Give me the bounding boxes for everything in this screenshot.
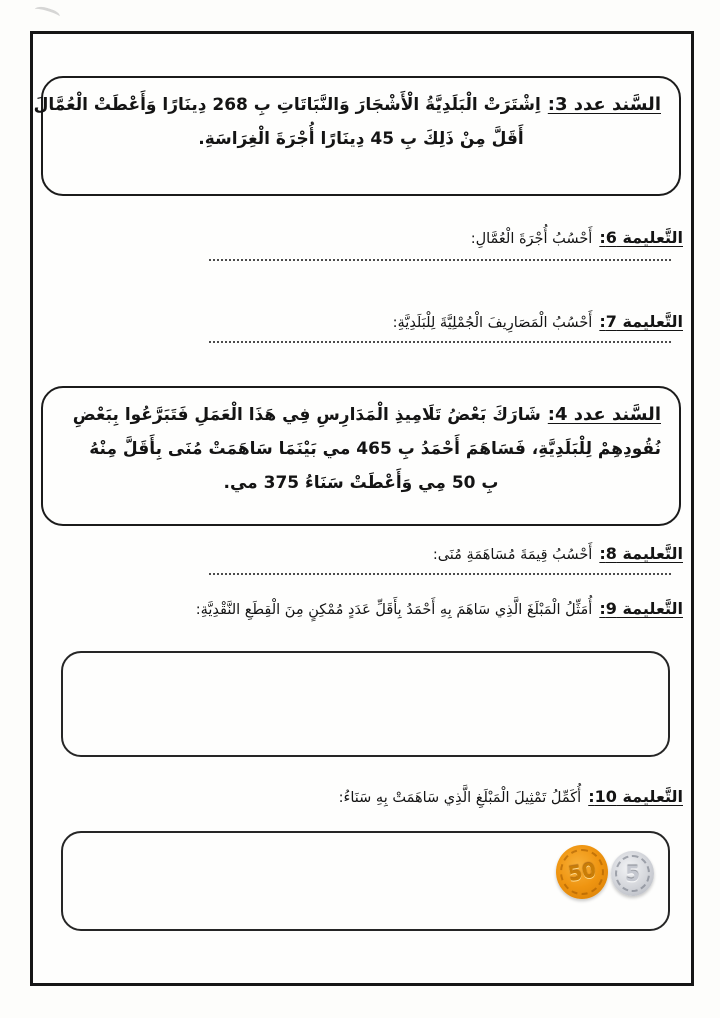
answer-line-instruction-7[interactable]: [209, 341, 671, 343]
sanad-4-label: السَّند عدد 4:: [547, 404, 661, 425]
instruction-7-label: التَّعليمة 7:: [599, 312, 683, 331]
sanad-3-label: السَّند عدد 3:: [547, 94, 661, 115]
instruction-9: [196, 595, 683, 624]
instruction-9-label: التَّعليمة 9:: [599, 599, 683, 618]
scan-artifact: [33, 4, 61, 22]
instruction-10-text: أُكَمِّلُ تَمْثِيلَ الْمَبْلَغِ الَّذِي سَاهَمَتْ بِهِ سَنَاءُ:: [338, 790, 582, 806]
page-border-frame: [30, 31, 694, 986]
coin-5-value: 5: [625, 861, 640, 886]
coin-5-millimes-icon: [611, 851, 654, 896]
answer-box-instruction-10[interactable]: [61, 831, 670, 931]
instruction-8: [433, 540, 683, 569]
answer-line-instruction-6[interactable]: [209, 259, 671, 261]
instruction-10: [339, 783, 683, 812]
coin-50-millimes-icon: [556, 845, 608, 899]
sanad-3-box: [33, 76, 681, 196]
instruction-8-text: أَحْسُبُ قِيمَةَ مُسَاهَمَةِ مُنَى:: [432, 547, 593, 563]
instruction-6-text: أَحْسُبُ أُجْرَةَ الْعُمَّالِ:: [470, 231, 593, 247]
instruction-9-text: أُمَثِّلُ الْمَبْلَغَ الَّذِي سَاهَمَ بِهِ أَحْمَدُ بِأَقَلِّ عَدَدٍ مُمْكِنٍ مِنَ الْقِطَعِ النَّقْدِيَّةِ:: [195, 602, 593, 618]
sanad-3-line1: [33, 88, 661, 122]
answer-box-instruction-9[interactable]: [61, 651, 670, 757]
instruction-6: [471, 224, 683, 253]
instruction-7-text: أَحْسُبُ الْمَصَارِيفَ الْجُمْلِيَّةَ لِلْبَلَدِيَّةِ:: [392, 315, 593, 331]
answer-line-instruction-8[interactable]: [209, 573, 671, 575]
sanad-4-text1: شَارَكَ بَعْضُ تَلَامِيذِ الْمَدَارِسِ فِي هَذَا الْعَمَلِ فَتَبَرَّعُوا بِبَعْضِ: [72, 405, 541, 425]
sanad-4-line1: [61, 398, 661, 432]
sanad-3-text1: اِشْتَرَتْ الْبَلَدِيَّةُ الْأَشْجَارَ وَالنَّبَاتَاتِ بِ 268 دِينَارًا وَأَعْطَتْ الْعُمَّالَ: [33, 95, 541, 115]
instruction-7: [393, 308, 683, 337]
sanad-3-text2: أَقَلَّ مِنْ ذَلِكَ بِ 45 دِينَارًا أُجْرَةَ الْغِرَاسَةِ.: [198, 129, 524, 149]
instruction-10-label: التَّعليمة 10:: [588, 787, 683, 806]
sanad-4-text3: بِ 50 مِي وَأَعْطَتْ سَنَاءُ 375 مي.: [223, 473, 499, 493]
coin-50-value: 50: [566, 857, 598, 887]
sanad-4-box: [41, 386, 681, 526]
instruction-6-label: التَّعليمة 6:: [599, 228, 683, 247]
sanad-4-text2: نُقُودِهِمْ لِلْبَلَدِيَّةِ، فَسَاهَمَ أَحْمَدُ بِ 465 مي بَيْنَمَا سَاهَمَتْ مُنَى بِأَقَلَّ مِنْهُ: [89, 439, 661, 459]
instruction-8-label: التَّعليمة 8:: [599, 544, 683, 563]
